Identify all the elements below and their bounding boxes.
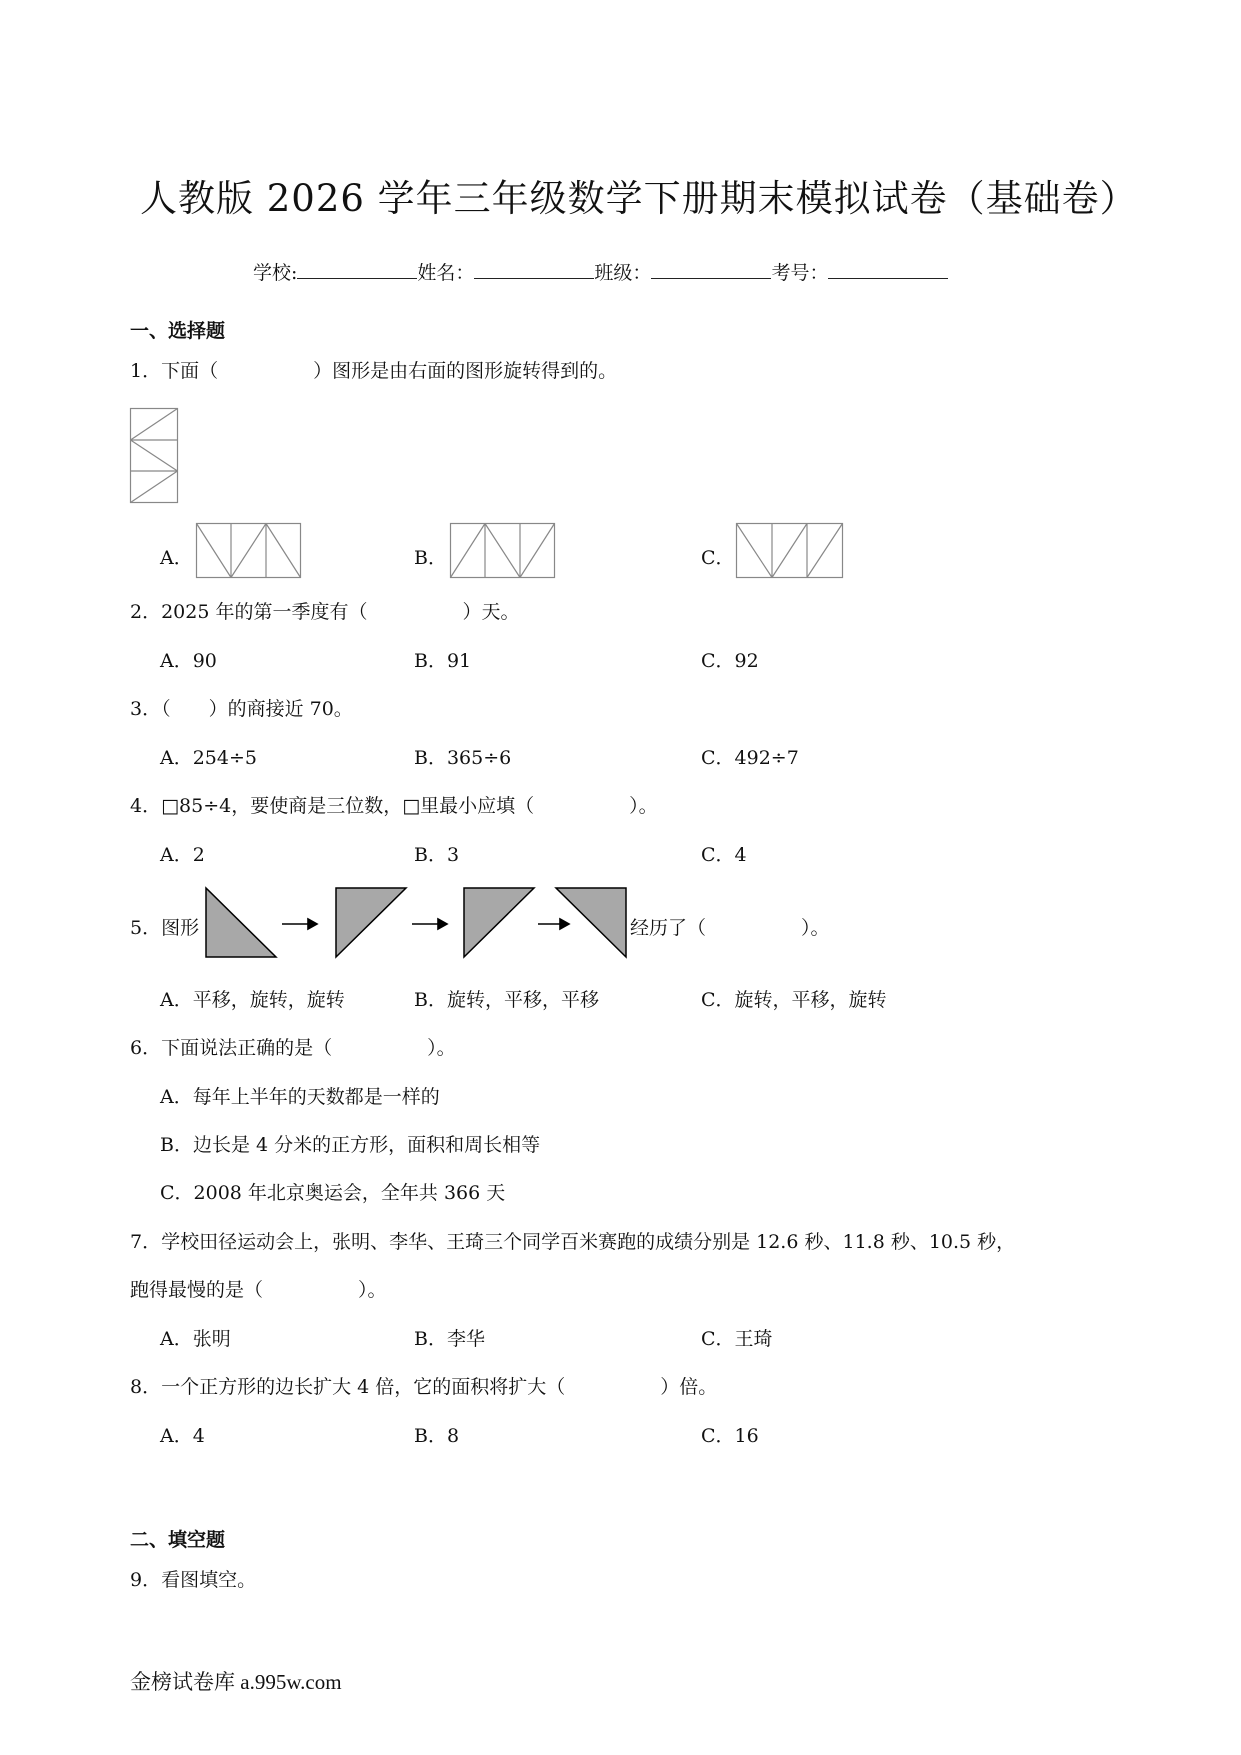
- q7-option-c[interactable]: C．王琦: [701, 1328, 773, 1350]
- student-info-line: [253, 258, 948, 285]
- q5-triangle-2: [336, 888, 406, 957]
- q7-option-b[interactable]: B．李华: [414, 1328, 485, 1350]
- class-blank[interactable]: [651, 277, 771, 279]
- q5-triangle-1: [206, 888, 276, 957]
- page-title: 人教版 2026 学年三年级数学下册期末模拟试卷（基础卷）: [140, 177, 1138, 220]
- question-7-line-1: 7．学校田径运动会上，张明、李华、王琦三个同学百米赛跑的成绩分别是 12.6 秒、11.8 秒、10.5 秒，: [130, 1231, 1016, 1253]
- q1-option-c-figure[interactable]: [736, 523, 844, 579]
- question-1: 1．下面（ ）图形是由右面的图形旋转得到的。: [130, 360, 618, 382]
- q5-option-c[interactable]: C．旋转，平移，旋转: [701, 989, 887, 1011]
- q7-option-a[interactable]: A．张明: [160, 1328, 231, 1350]
- q1-option-a-label[interactable]: A．: [160, 547, 193, 569]
- name-blank[interactable]: [474, 277, 594, 279]
- question-2: 2．2025 年的第一季度有（ ）天。: [130, 601, 520, 623]
- q2-option-a[interactable]: A．90: [160, 650, 217, 672]
- q6-option-a[interactable]: A．每年上半年的天数都是一样的: [160, 1086, 440, 1108]
- q5-triangle-3: [464, 888, 534, 957]
- question-4: 4．□85÷4，要使商是三位数，□里最小应填（ ）。: [130, 795, 658, 817]
- question-6: 6．下面说法正确的是（ ）。: [130, 1037, 456, 1059]
- q4-option-a[interactable]: A．2: [160, 844, 205, 866]
- question-5-suffix: 经历了（ ）。: [630, 917, 830, 939]
- q2-option-b[interactable]: B．91: [414, 650, 472, 672]
- question-3: 3．（ ）的商接近 70。: [130, 698, 353, 720]
- class-label: 班级：: [594, 262, 652, 284]
- q1-option-b-figure[interactable]: [450, 523, 556, 579]
- section-heading-fill: 二、填空题: [130, 1529, 226, 1551]
- q4-option-c[interactable]: C．4: [701, 844, 747, 866]
- q8-option-c[interactable]: C．16: [701, 1425, 759, 1447]
- q1-option-c-label[interactable]: C．: [701, 547, 735, 569]
- q4-option-b[interactable]: B．3: [414, 844, 460, 866]
- number-blank[interactable]: [828, 277, 948, 279]
- q1-option-b-label[interactable]: B．: [414, 547, 447, 569]
- question-7-line-2: 跑得最慢的是（ ）。: [130, 1279, 387, 1301]
- number-label: 考号：: [771, 262, 829, 284]
- q6-option-c[interactable]: C．2008 年北京奥运会，全年共 366 天: [160, 1182, 506, 1204]
- q1-source-figure: [130, 408, 180, 504]
- question-8: 8．一个正方形的边长扩大 4 倍，它的面积将扩大（ ）倍。: [130, 1376, 718, 1398]
- school-label: 学校:: [253, 262, 298, 284]
- q1-option-a-figure[interactable]: [196, 523, 302, 579]
- q3-option-c[interactable]: C．492÷7: [701, 747, 799, 769]
- q3-option-a[interactable]: A．254÷5: [160, 747, 257, 769]
- q8-option-a[interactable]: A．4: [160, 1425, 205, 1447]
- question-5-prefix: 5．图形: [130, 917, 200, 939]
- q2-option-c[interactable]: C．92: [701, 650, 759, 672]
- school-blank[interactable]: [297, 277, 417, 279]
- q5-transformation-figure: [204, 886, 630, 960]
- section-heading-choice: 一、选择题: [130, 320, 226, 342]
- name-label: 姓名：: [417, 262, 475, 284]
- q5-option-b[interactable]: B．旋转，平移，平移: [414, 989, 599, 1011]
- q3-option-b[interactable]: B．365÷6: [414, 747, 512, 769]
- q8-option-b[interactable]: B．8: [414, 1425, 460, 1447]
- q6-option-b[interactable]: B．边长是 4 分米的正方形，面积和周长相等: [160, 1134, 541, 1156]
- footer-source: 金榜试卷库 a.995w.com: [130, 1670, 342, 1694]
- q5-option-a[interactable]: A．平移，旋转，旋转: [160, 989, 345, 1011]
- question-9: 9．看图填空。: [130, 1569, 257, 1591]
